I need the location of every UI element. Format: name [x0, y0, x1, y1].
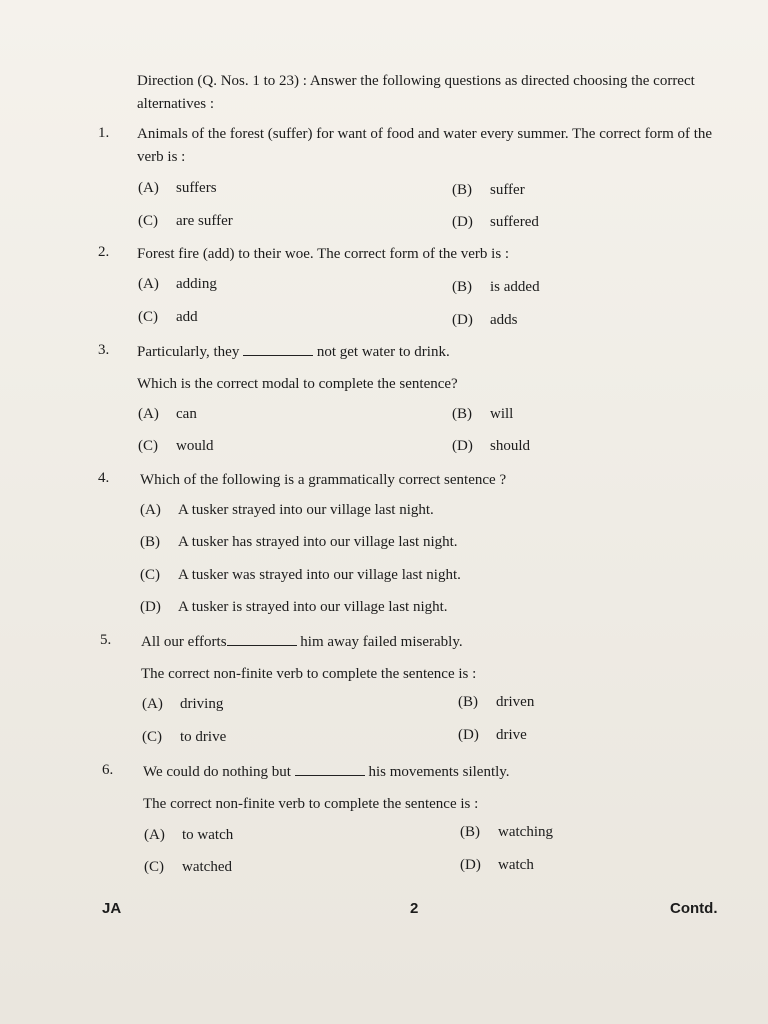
- question-text: Animals of the forest (suffer) for want of food and water every summer. The correct form of the verb is :: [137, 126, 713, 165]
- paper-code: JA: [102, 900, 122, 917]
- question-subtext: Which is the correct modal to complete the sentence?: [137, 376, 458, 392]
- blank-line: [295, 761, 365, 776]
- option-c: (C) add: [138, 309, 198, 325]
- option-b: (B) suffer: [452, 182, 525, 198]
- option-b: (B) driven: [458, 694, 535, 710]
- option-a: (A) to watch: [144, 827, 234, 843]
- option-c: (C) to drive: [142, 729, 227, 745]
- question-number: 5.: [100, 632, 112, 648]
- page-number: 2: [410, 900, 419, 917]
- question-number: 1.: [98, 125, 110, 141]
- question-number: 2.: [98, 244, 110, 260]
- option-d: (D) drive: [458, 727, 527, 743]
- question-subtext: The correct non-finite verb to complete the sentence is :: [143, 796, 479, 812]
- direction-text: Direction (Q. Nos. 1 to 23) : Answer the following questions as directed choosing the correct alternatives :: [137, 73, 695, 112]
- option-b: (B) A tusker has strayed into our village last night.: [140, 534, 458, 550]
- question-text: Which of the following is a grammatically correct sentence ?: [140, 472, 507, 488]
- option-d: (D) suffered: [452, 214, 539, 230]
- option-d: (D) A tusker is strayed into our village last night.: [140, 599, 448, 615]
- option-d: (D) should: [452, 438, 531, 454]
- option-c: (C) A tusker was strayed into our village last night.: [140, 567, 461, 583]
- option-a: (A) driving: [142, 696, 224, 712]
- option-a: (A) suffers: [138, 180, 217, 196]
- question-number: 6.: [102, 762, 114, 778]
- question-text: Particularly, they not get water to drink.: [137, 341, 717, 364]
- option-b: (B) will: [452, 406, 514, 422]
- blank-line: [227, 631, 297, 646]
- option-b: (B) watching: [460, 824, 553, 840]
- option-c: (C) would: [138, 438, 214, 454]
- question-text: We could do nothing but his movements silently.: [143, 761, 723, 784]
- option-c: (C) watched: [144, 859, 232, 875]
- option-a: (A) A tusker strayed into our village last night.: [140, 502, 434, 518]
- blank-line: [243, 341, 313, 356]
- option-a: (A) adding: [138, 276, 217, 292]
- option-c: (C) are suffer: [138, 213, 233, 229]
- option-a: (A) can: [138, 406, 197, 422]
- question-subtext: The correct non-finite verb to complete the sentence is :: [141, 666, 477, 682]
- question-text: All our efforts him away failed miserably.: [141, 631, 721, 654]
- question-number: 3.: [98, 342, 110, 358]
- option-d: (D) adds: [452, 312, 518, 328]
- question-text: Forest fire (add) to their woe. The correct form of the verb is :: [137, 246, 510, 262]
- question-number: 4.: [98, 470, 110, 486]
- continued-label: Contd.: [670, 900, 718, 917]
- option-d: (D) watch: [460, 857, 534, 873]
- option-b: (B) is added: [452, 279, 540, 295]
